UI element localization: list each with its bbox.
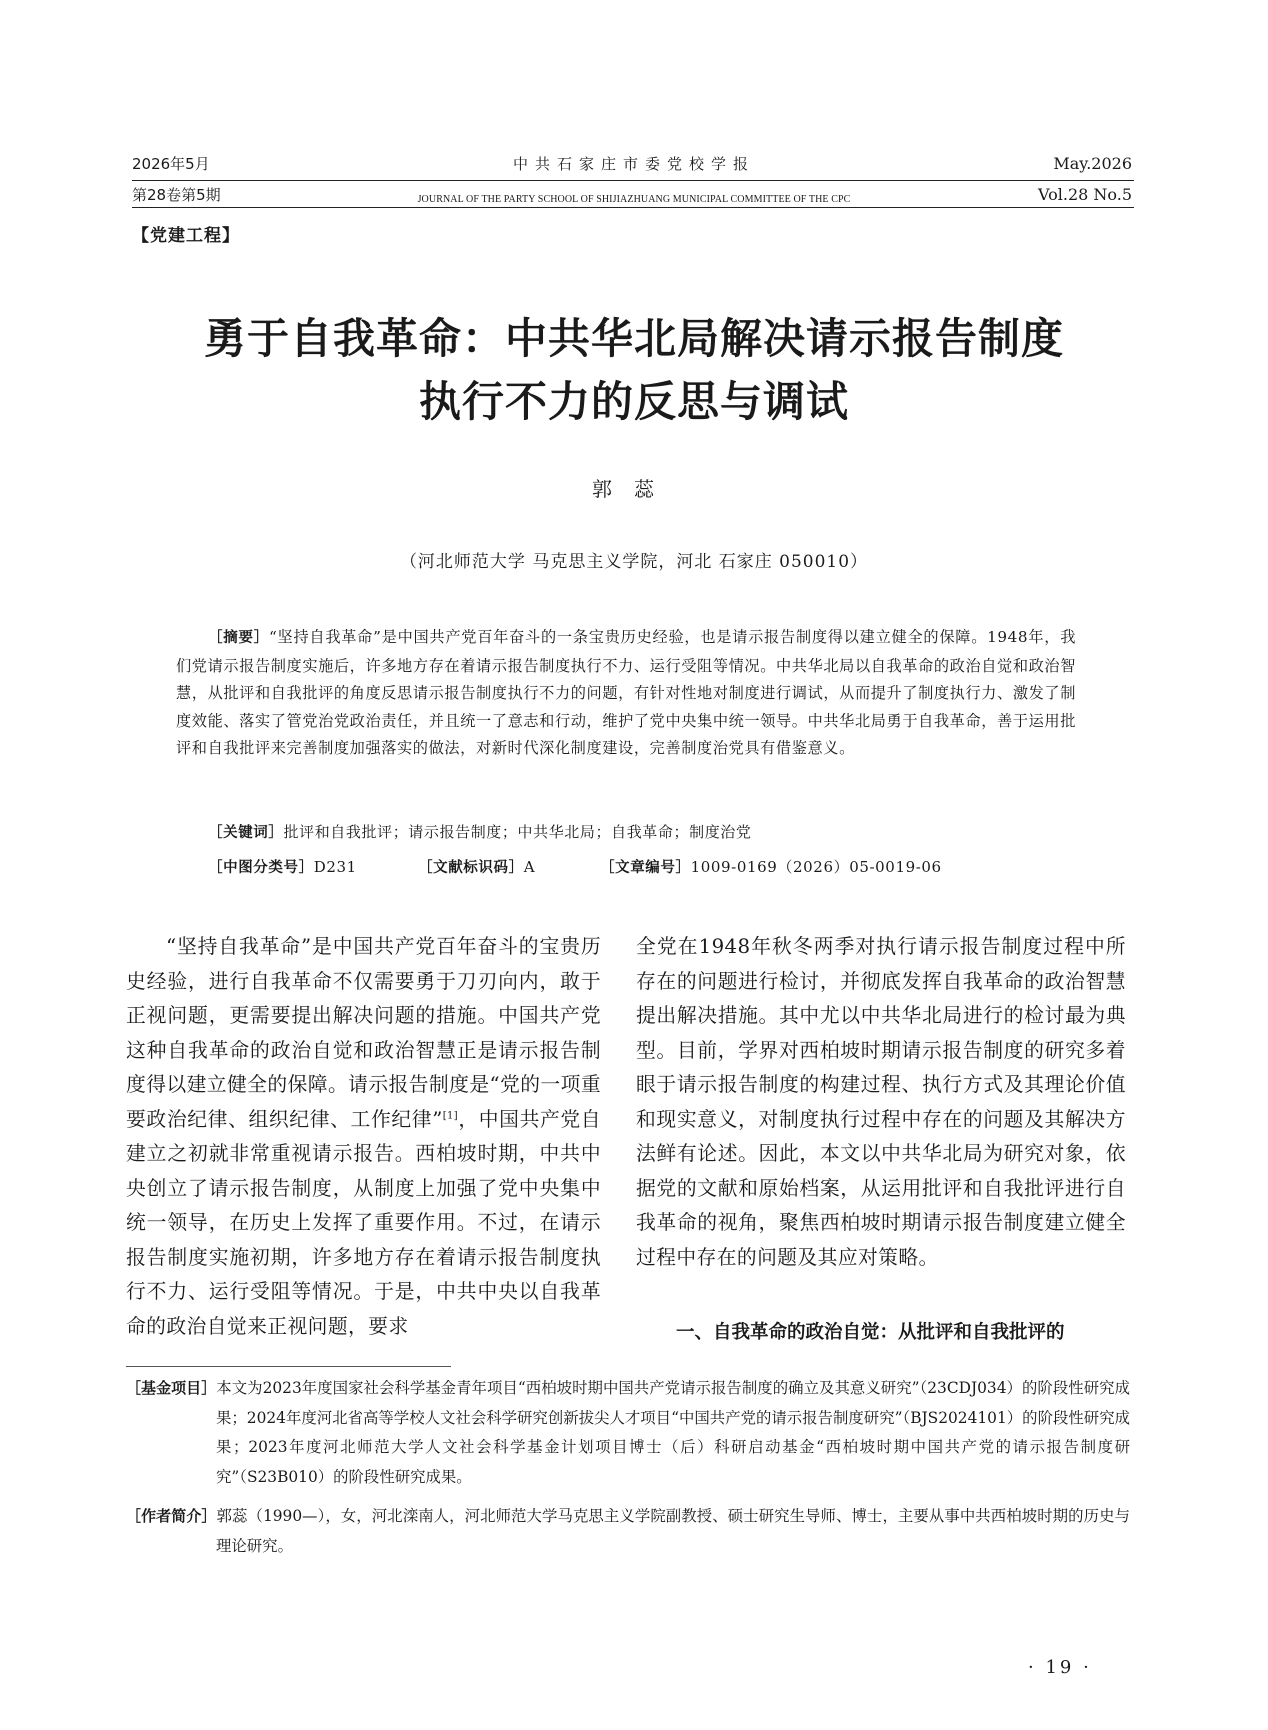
header-journal-en: JOURNAL OF THE PARTY SCHOOL OF SHIJIAZHUANG MUNICIPAL COMMITTEE OF THE CPC [417,194,851,205]
body-column-left [126,930,601,1344]
body-column-right: 全党在1948年秋冬两季对执行请示报告制度过程中所存在的问题进行检讨，并彻底发挥自我革命的政治智慧提出解决措施。其中尤以中共华北局进行的检讨最为典型。目前，学界对西柏坡时期请示报告制度的研究多着眼于请示报告制度的构建过程、执行方式及其理论价值和现实意义，对制度执行过程中存在的问题及其解决方法鲜有论述。因此，本文以中共华北局为研究对象，依据党的文献和原始档案，从运用批评和自我批评进行自我革命的视角，聚焦西柏坡时期请示报告制度建立健全过程中存在的问题及其应对策略。 [636,935,1126,1269]
body-left-part1: “坚持自我革命”是中国共产党百年奋斗的宝贵历史经验，进行自我革命不仅需要勇于刀刃向内，敢于正视问题，更需要提出解决问题的措施。中国共产党这种自我革命的政治自觉和政治智慧正是请示报告制度得以建立健全的保障。请示报告制度是“党的一项重要政治纪律、组织纪律、工作纪律” [126,935,601,1131]
header-issue-en: Vol.28 No.5 [1038,185,1132,204]
clc-value: D231 [313,858,357,876]
author-name: 郭蕊 [592,477,676,501]
article-number [600,856,942,877]
page-number: · 19 · [1028,1657,1092,1678]
header-date-en: May.2026 [1053,154,1132,173]
clc-number [208,856,357,877]
header-rule-bottom [132,207,1134,208]
clc-label: ［中图分类号］ [208,860,314,876]
citation-1: [1] [442,1109,459,1121]
fund-label: ［基金项目］ [126,1379,217,1397]
author-bio-label: ［作者简介］ [126,1507,217,1525]
author-bio-text: 郭蕊（1990—），女，河北滦南人，河北师范大学马克思主义学院副教授、硕士研究生导师、博士，主要从事中共西柏坡时期的历史与理论研究。 [216,1507,1130,1555]
header-date-cn: 2026年5月 [132,155,210,173]
header-issue-cn: 第28卷第5期 [132,186,221,204]
keywords [208,821,752,842]
article-number-value: 1009-0169（2026）05-0019-06 [690,858,942,876]
article-number-label: ［文章编号］ [600,860,691,876]
footnote-rule [126,1366,451,1367]
article-title-line2: 执行不力的反思与调试 [418,377,849,426]
fund-note [126,1374,1130,1492]
keywords-label: ［关键词］ [208,825,284,841]
author-bio-note [126,1502,1130,1561]
document-code-label: ［文献标识码］ [418,860,524,876]
body-left-part2: ，中国共产党自建立之初就非常重视请示报告。西柏坡时期，中共中央创立了请示报告制度，从制度上加强了党中央集中统一领导，在历史上发挥了重要作用。不过，在请示报告制度实施初期，许多地方存在着请示报告制度执行不力、运行受阻等情况。于是，中共中央以自我革命的政治自觉来正视问题，要求 [126,1107,601,1338]
header-rule-top [132,180,1134,181]
section-heading-1: 一、自我革命的政治自觉：从批评和自我批评的 [676,1322,1065,1343]
fund-text: 本文为2023年度国家社会科学基金青年项目“西柏坡时期中国共产党请示报告制度的确立及其意义研究”（23CDJ034）的阶段性研究成果；2024年度河北省高等学校人文社会科学研究创新拔尖人才项目“中国共产党的请示报告制度研究”（BJS2024101）的阶段性研究成果；2023年度河北师范大学人文社会科学基金计划项目博士（后）科研启动基金“西柏坡时期中国共产党的请示报告制度研究”（S23B010）的阶段性研究成果。 [216,1379,1130,1486]
header-journal-cn: 中共石家庄市委党校学报 [512,155,755,173]
keywords-text: 批评和自我批评；请示报告制度；中共华北局；自我革命；制度治党 [283,823,752,841]
author-affiliation: （河北师范大学 马克思主义学院，河北 石家庄 050010） [399,552,869,572]
document-code [418,856,535,877]
abstract-label: ［摘要］ [208,630,269,646]
abstract-text: “坚持自我革命”是中国共产党百年奋斗的一条宝贵历史经验，也是请示报告制度得以建立健全的保障。1948年，我们党请示报告制度实施后，许多地方存在着请示报告制度执行不力、运行受阻等情况。中共华北局以自我革命的政治自觉和政治智慧，从批评和自我批评的角度反思请示报告制度执行不力的问题，有针对性地对制度进行调试，从而提升了制度执行力、激发了制度效能、落实了管党治党政治责任，并且统一了意志和行动，维护了党中央集中统一领导。中共华北局勇于自我革命，善于运用批评和自我批评来完善制度加强落实的做法，对新时代深化制度建设，完善制度治党具有借鉴意义。 [176,628,1077,758]
document-code-value: A [523,858,536,876]
article-title-line1: 勇于自我革命：中共华北局解决请示报告制度 [203,314,1064,363]
abstract [176,624,1076,763]
section-tag: 【党建工程】 [132,226,240,246]
